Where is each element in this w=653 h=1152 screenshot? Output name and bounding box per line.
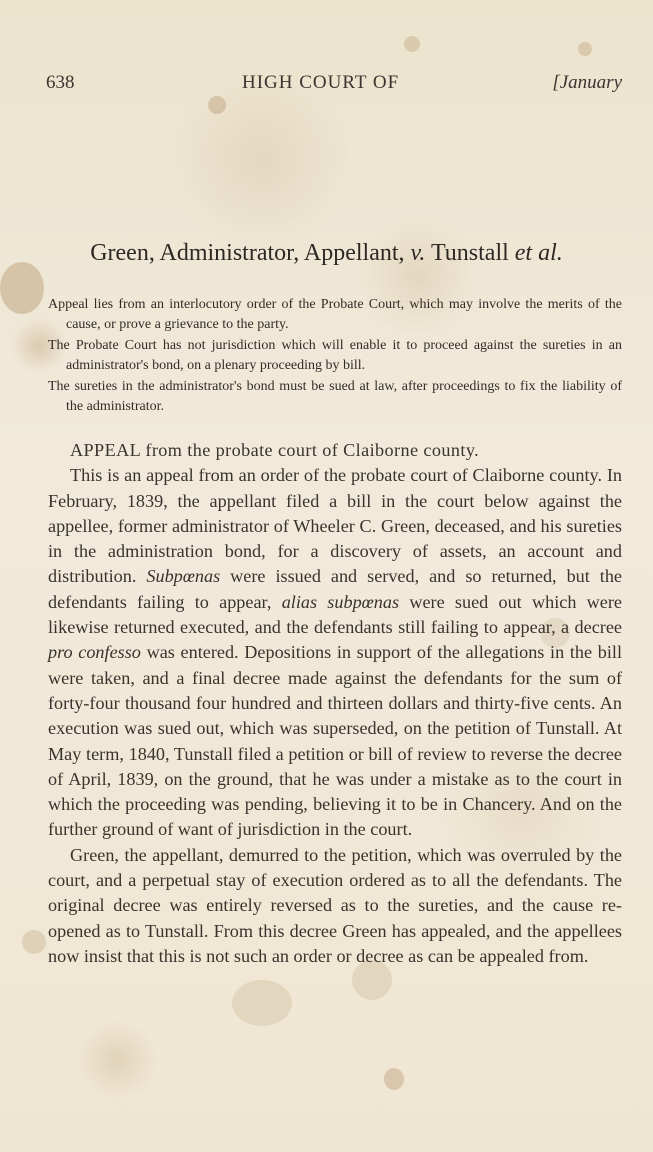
case-title-versus: v. — [410, 240, 426, 266]
italic-term: alias subpœnas — [281, 591, 400, 612]
text-run: This is an appeal from an order of the probate court of Claiborne county. In February, 1839, the appellant filed a bill in the court below against the appellee, former administrator of Wheeler C. Green, deceased, and his sureties in the administration bond, for a discovery of assets, an account and distribution. — [48, 465, 622, 587]
running-head-title: HIGH COURT OF — [242, 72, 400, 93]
running-head-month: [January — [552, 72, 622, 93]
italic-term: Subpœnas — [146, 566, 221, 587]
text-run: were sued out which were likewise returned executed, and the defendants still failing to appear, a decree — [48, 591, 622, 638]
foxing-stain — [22, 930, 46, 954]
case-title-defendant: Tunstall — [430, 240, 509, 266]
headnote: Appeal lies from an interlocutory order of the Probate Court, which may involve the merits of the cause, or prove a grievance to the party. — [48, 297, 622, 332]
headnote: The sureties in the administrator's bond must be sued at law, after proceedings to fix the liability of the administrator. — [48, 379, 622, 414]
foxing-stain — [232, 980, 292, 1026]
opinion-body — [48, 438, 622, 969]
body-paragraph — [48, 463, 622, 842]
headnote: The Probate Court has not jurisdiction which will enable it to proceed against the sureties in an administrator's bond, on a plenary proceeding by bill. — [48, 338, 622, 373]
case-title-et-al: et al. — [514, 240, 563, 266]
case-title-plaintiff: Green, Administrator, Appellant, — [90, 240, 405, 266]
page-number: 638 — [46, 72, 75, 93]
text-run: were issued and served, and so returned, but the defendants failing to appear, — [48, 566, 622, 612]
text-run: was entered. Depositions in support of the allegations in the bill were taken, and a final decree made against the defendants for the sum of forty-four thousand four hundred and thirteen dollars and thirty-five cents. An execution was sued out, which was superseded, on the petition of Tunstall. At May term, 1840, Tunstall filed a petition or bill of review to reverse the decree of April, 1839, on the ground, that he was under a mistake as to the court in which the proceeding was pending, believing it to be in Chancery. And on the further ground of want of jurisdiction in the court. — [48, 642, 623, 840]
headnotes — [48, 295, 622, 418]
foxing-stain — [404, 36, 420, 52]
body-paragraph: Green, the appellant, demurred to the petition, which was overruled by the court, and a perpetual stay of execution ordered as to all the defendants. The original decree was entirely reversed as to the sureties, and the cause re-opened as to Tunstall. From this decree Green has appealed, and the appellees now insist that this is not such an order or decree as can be appealed from. — [48, 844, 622, 966]
case-title — [0, 240, 653, 267]
running-header — [46, 72, 622, 98]
case-caption: APPEAL from the probate court of Claiborne county. — [70, 440, 480, 460]
foxing-stain — [208, 96, 226, 114]
foxing-stain — [384, 1068, 404, 1090]
italic-term: pro confesso — [48, 642, 141, 663]
foxing-stain — [578, 42, 592, 56]
foxing-stain — [0, 262, 44, 314]
